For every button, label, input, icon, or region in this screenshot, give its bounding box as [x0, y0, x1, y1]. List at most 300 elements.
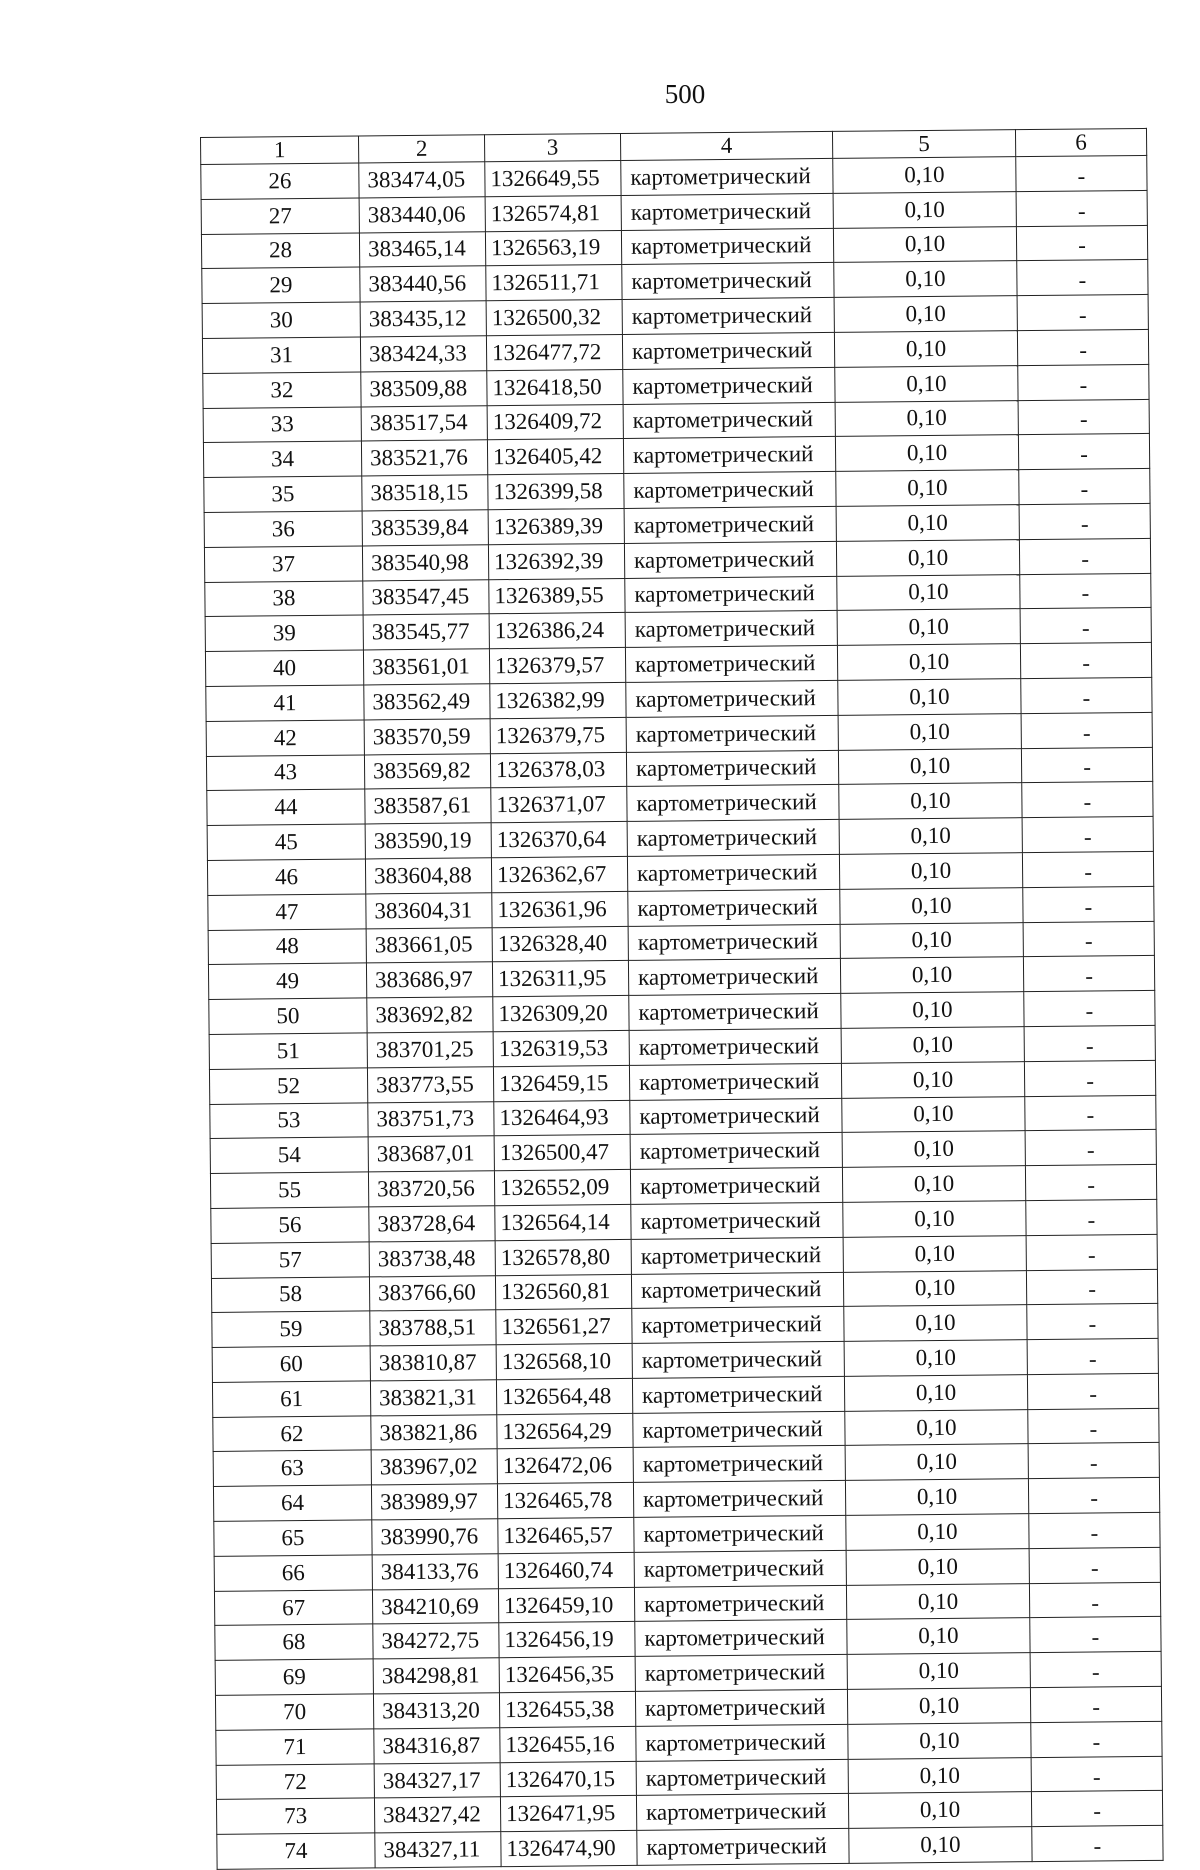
accuracy-cell: 0,10	[844, 1305, 1027, 1342]
method-cell: картометрический	[625, 646, 837, 683]
description-cell: -	[1025, 1164, 1156, 1200]
point-number-cell: 41	[206, 685, 364, 721]
description-cell: -	[1017, 329, 1148, 365]
description-cell: -	[1021, 677, 1152, 713]
point-number-cell: 74	[217, 1833, 375, 1869]
description-cell: -	[1021, 712, 1152, 748]
accuracy-cell: 0,10	[848, 1792, 1031, 1829]
y-coordinate-cell: 1326563,19	[485, 230, 621, 266]
x-coordinate-cell: 383545,77	[363, 614, 489, 650]
x-coordinate-cell: 384316,87	[374, 1728, 500, 1764]
column-header-6: 6	[1015, 128, 1146, 156]
method-cell: картометрический	[625, 611, 837, 648]
y-coordinate-cell: 1326459,15	[493, 1065, 629, 1101]
y-coordinate-cell: 1326564,48	[496, 1378, 632, 1414]
accuracy-cell: 0,10	[838, 748, 1021, 785]
accuracy-cell: 0,10	[839, 783, 1022, 820]
method-cell: картометрический	[632, 1341, 844, 1378]
point-number-cell: 43	[206, 754, 364, 790]
point-number-cell: 65	[214, 1520, 372, 1556]
method-cell: картометрический	[633, 1481, 845, 1518]
method-cell: картометрический	[633, 1411, 845, 1448]
method-cell: картометрический	[630, 1098, 842, 1135]
method-cell: картометрический	[621, 228, 833, 265]
method-cell: картометрический	[628, 924, 840, 961]
accuracy-cell: 0,10	[841, 992, 1024, 1029]
point-number-cell: 55	[210, 1172, 368, 1208]
method-cell: картометрический	[636, 1794, 848, 1831]
y-coordinate-cell: 1326574,81	[485, 195, 621, 231]
y-coordinate-cell: 1326361,96	[492, 891, 628, 927]
x-coordinate-cell: 383821,31	[370, 1380, 496, 1416]
description-cell: -	[1023, 921, 1154, 957]
x-coordinate-cell: 383773,55	[367, 1066, 493, 1102]
y-coordinate-cell: 1326418,50	[487, 369, 623, 405]
x-coordinate-cell: 383562,49	[364, 684, 490, 720]
accuracy-cell: 0,10	[840, 922, 1023, 959]
point-number-cell: 28	[201, 233, 359, 269]
description-cell: -	[1016, 190, 1147, 226]
point-number-cell: 64	[213, 1485, 371, 1521]
y-coordinate-cell: 1326455,16	[500, 1726, 636, 1762]
point-number-cell: 34	[203, 441, 361, 477]
y-coordinate-cell: 1326552,09	[494, 1170, 630, 1206]
x-coordinate-cell: 383440,06	[359, 197, 485, 233]
point-number-cell: 52	[209, 1068, 367, 1104]
accuracy-cell: 0,10	[842, 1096, 1025, 1133]
description-cell: -	[1029, 1582, 1160, 1618]
y-coordinate-cell: 1326474,90	[501, 1831, 637, 1867]
point-number-cell: 29	[202, 267, 360, 303]
description-cell: -	[1026, 1199, 1157, 1235]
method-cell: картометрический	[635, 1620, 847, 1657]
accuracy-cell: 0,10	[834, 261, 1017, 298]
method-cell: картометрический	[636, 1759, 848, 1796]
accuracy-cell: 0,10	[837, 609, 1020, 646]
table-body	[201, 155, 1163, 1869]
point-number-cell: 51	[209, 1033, 367, 1069]
x-coordinate-cell: 383686,97	[366, 962, 492, 998]
y-coordinate-cell: 1326328,40	[492, 926, 628, 962]
accuracy-cell: 0,10	[845, 1409, 1028, 1446]
method-cell: картометрический	[629, 1028, 841, 1065]
y-coordinate-cell: 1326470,15	[500, 1761, 636, 1797]
accuracy-cell: 0,10	[845, 1479, 1028, 1516]
description-cell: -	[1023, 886, 1154, 922]
accuracy-cell: 0,10	[848, 1722, 1031, 1759]
description-cell: -	[1027, 1373, 1158, 1409]
y-coordinate-cell: 1326477,72	[486, 334, 622, 370]
description-cell: -	[1026, 1269, 1157, 1305]
description-cell: -	[1029, 1512, 1160, 1548]
accuracy-cell: 0,10	[837, 574, 1020, 611]
point-number-cell: 27	[201, 198, 359, 234]
x-coordinate-cell: 383435,12	[360, 301, 486, 337]
x-coordinate-cell: 383604,88	[365, 858, 491, 894]
description-cell: -	[1018, 399, 1149, 435]
point-number-cell: 45	[207, 824, 365, 860]
accuracy-cell: 0,10	[835, 400, 1018, 437]
method-cell: картометрический	[627, 785, 839, 822]
point-number-cell: 26	[201, 163, 359, 199]
y-coordinate-cell: 1326511,71	[486, 265, 622, 301]
description-cell: -	[1031, 1756, 1162, 1792]
point-number-cell: 48	[208, 928, 366, 964]
point-number-cell: 59	[212, 1311, 370, 1347]
accuracy-cell: 0,10	[846, 1583, 1029, 1620]
accuracy-cell: 0,10	[833, 157, 1016, 194]
x-coordinate-cell: 384133,76	[372, 1554, 498, 1590]
y-coordinate-cell: 1326564,14	[495, 1204, 631, 1240]
point-number-cell: 66	[214, 1555, 372, 1591]
accuracy-cell: 0,10	[847, 1618, 1030, 1655]
description-cell: -	[1022, 817, 1153, 853]
point-number-cell: 37	[204, 546, 362, 582]
method-cell: картометрический	[623, 367, 835, 404]
x-coordinate-cell: 383728,64	[369, 1206, 495, 1242]
x-coordinate-cell: 383751,73	[368, 1101, 494, 1137]
description-cell: -	[1024, 1025, 1155, 1061]
y-coordinate-cell: 1326399,58	[488, 474, 624, 510]
description-cell: -	[1032, 1826, 1163, 1862]
x-coordinate-cell: 383465,14	[359, 231, 485, 267]
point-number-cell: 33	[203, 407, 361, 443]
page-number: 500	[664, 79, 706, 109]
y-coordinate-cell: 1326460,74	[498, 1552, 634, 1588]
accuracy-cell: 0,10	[848, 1757, 1031, 1794]
x-coordinate-cell: 383517,54	[361, 405, 487, 441]
point-number-cell: 61	[212, 1381, 370, 1417]
method-cell: картометрический	[633, 1446, 845, 1483]
point-number-cell: 70	[215, 1694, 373, 1730]
method-cell: картометрический	[622, 332, 834, 369]
y-coordinate-cell: 1326465,78	[497, 1483, 633, 1519]
method-cell: картометрический	[622, 263, 834, 300]
description-cell: -	[1031, 1721, 1162, 1757]
accuracy-cell: 0,10	[837, 644, 1020, 681]
y-coordinate-cell: 1326379,75	[490, 717, 626, 753]
accuracy-cell: 0,10	[834, 331, 1017, 368]
method-cell: картометрический	[628, 959, 840, 996]
description-cell: -	[1026, 1234, 1157, 1270]
x-coordinate-cell: 383590,19	[365, 823, 491, 859]
description-cell: -	[1028, 1408, 1159, 1444]
y-coordinate-cell: 1326578,80	[495, 1239, 631, 1275]
x-coordinate-cell: 383788,51	[370, 1310, 496, 1346]
accuracy-cell: 0,10	[843, 1270, 1026, 1307]
method-cell: картометрический	[630, 1167, 842, 1204]
description-cell: -	[1027, 1304, 1158, 1340]
method-cell: картометрический	[634, 1550, 846, 1587]
description-cell: -	[1025, 1130, 1156, 1166]
column-header-4: 4	[620, 131, 832, 160]
x-coordinate-cell: 383661,05	[366, 927, 492, 963]
point-number-cell: 73	[216, 1798, 374, 1834]
method-cell: картометрический	[629, 1063, 841, 1100]
method-cell: картометрический	[631, 1237, 843, 1274]
description-cell: -	[1031, 1791, 1162, 1827]
description-cell: -	[1022, 782, 1153, 818]
accuracy-cell: 0,10	[835, 435, 1018, 472]
method-cell: картометрический	[632, 1307, 844, 1344]
x-coordinate-cell: 383720,56	[368, 1171, 494, 1207]
description-cell: -	[1019, 503, 1150, 539]
description-cell: -	[1018, 364, 1149, 400]
accuracy-cell: 0,10	[833, 226, 1016, 263]
method-cell: картометрический	[626, 680, 838, 717]
y-coordinate-cell: 1326500,32	[486, 300, 622, 336]
description-cell: -	[1023, 956, 1154, 992]
description-cell: -	[1021, 747, 1152, 783]
point-number-cell: 67	[214, 1590, 372, 1626]
description-cell: -	[1018, 434, 1149, 470]
accuracy-cell: 0,10	[845, 1444, 1028, 1481]
accuracy-cell: 0,10	[849, 1827, 1032, 1864]
description-cell: -	[1016, 225, 1147, 261]
point-number-cell: 36	[204, 511, 362, 547]
y-coordinate-cell: 1326560,81	[495, 1274, 631, 1310]
method-cell: картометрический	[631, 1202, 843, 1239]
description-cell: -	[1028, 1443, 1159, 1479]
column-header-3: 3	[484, 133, 620, 161]
description-cell: -	[1024, 990, 1155, 1026]
y-coordinate-cell: 1326409,72	[487, 404, 623, 440]
y-coordinate-cell: 1326464,93	[494, 1100, 630, 1136]
column-header-5: 5	[832, 130, 1015, 159]
point-number-cell: 60	[212, 1346, 370, 1382]
point-number-cell: 30	[202, 302, 360, 338]
y-coordinate-cell: 1326389,39	[488, 508, 624, 544]
point-number-cell: 31	[202, 337, 360, 373]
point-number-cell: 40	[205, 650, 363, 686]
point-number-cell: 63	[213, 1450, 371, 1486]
method-cell: картометрический	[630, 1133, 842, 1170]
description-cell: -	[1020, 573, 1151, 609]
point-number-cell: 50	[209, 998, 367, 1034]
accuracy-cell: 0,10	[844, 1340, 1027, 1377]
method-cell: картометрический	[627, 820, 839, 857]
accuracy-cell: 0,10	[838, 679, 1021, 716]
y-coordinate-cell: 1326456,19	[499, 1622, 635, 1658]
point-number-cell: 72	[216, 1764, 374, 1800]
x-coordinate-cell: 383604,31	[366, 892, 492, 928]
coordinates-table	[200, 128, 1164, 1870]
accuracy-cell: 0,10	[838, 713, 1021, 750]
y-coordinate-cell: 1326382,99	[490, 682, 626, 718]
method-cell: картометрический	[621, 158, 833, 195]
x-coordinate-cell: 384298,81	[373, 1658, 499, 1694]
description-cell: -	[1028, 1478, 1159, 1514]
accuracy-cell: 0,10	[841, 1027, 1024, 1064]
x-coordinate-cell: 383539,84	[362, 510, 488, 546]
method-cell: картометрический	[626, 715, 838, 752]
accuracy-cell: 0,10	[843, 1201, 1026, 1238]
x-coordinate-cell: 383569,82	[364, 753, 490, 789]
description-cell: -	[1020, 608, 1151, 644]
method-cell: картометрический	[628, 889, 840, 926]
y-coordinate-cell: 1326405,42	[487, 439, 623, 475]
y-coordinate-cell: 1326379,57	[489, 648, 625, 684]
accuracy-cell: 0,10	[836, 505, 1019, 542]
x-coordinate-cell: 383424,33	[360, 336, 486, 372]
column-header-1: 1	[201, 136, 359, 165]
x-coordinate-cell: 383547,45	[363, 579, 489, 615]
x-coordinate-cell: 384272,75	[373, 1623, 499, 1659]
y-coordinate-cell: 1326389,55	[489, 578, 625, 614]
method-cell: картометрический	[632, 1376, 844, 1413]
column-header-2: 2	[358, 135, 484, 163]
x-coordinate-cell: 383474,05	[359, 162, 485, 198]
point-number-cell: 44	[207, 789, 365, 825]
description-cell: -	[1022, 851, 1153, 887]
description-cell: -	[1030, 1686, 1161, 1722]
x-coordinate-cell: 383509,88	[361, 371, 487, 407]
y-coordinate-cell: 1326309,20	[493, 996, 629, 1032]
method-cell: картометрический	[624, 472, 836, 509]
x-coordinate-cell: 383821,86	[371, 1414, 497, 1450]
description-cell: -	[1019, 538, 1150, 574]
point-number-cell: 62	[213, 1416, 371, 1452]
x-coordinate-cell: 384327,42	[374, 1797, 500, 1833]
y-coordinate-cell: 1326455,38	[499, 1691, 635, 1727]
method-cell: картометрический	[631, 1272, 843, 1309]
point-number-cell: 49	[208, 963, 366, 999]
method-cell: картометрический	[634, 1585, 846, 1622]
description-cell: -	[1024, 1060, 1155, 1096]
x-coordinate-cell: 383521,76	[361, 440, 487, 476]
y-coordinate-cell: 1326465,57	[498, 1517, 634, 1553]
y-coordinate-cell: 1326371,07	[491, 787, 627, 823]
point-number-cell: 58	[211, 1276, 369, 1312]
description-cell: -	[1017, 295, 1148, 331]
method-cell: картометрический	[625, 576, 837, 613]
point-number-cell: 53	[210, 1102, 368, 1138]
y-coordinate-cell: 1326561,27	[496, 1309, 632, 1345]
description-cell: -	[1027, 1338, 1158, 1374]
accuracy-cell: 0,10	[840, 887, 1023, 924]
accuracy-cell: 0,10	[842, 1166, 1025, 1203]
point-number-cell: 39	[205, 615, 363, 651]
accuracy-cell: 0,10	[839, 818, 1022, 855]
accuracy-cell: 0,10	[836, 470, 1019, 507]
point-number-cell: 42	[206, 720, 364, 756]
accuracy-cell: 0,10	[847, 1688, 1030, 1725]
accuracy-cell: 0,10	[840, 957, 1023, 994]
y-coordinate-cell: 1326472,06	[497, 1448, 633, 1484]
y-coordinate-cell: 1326471,95	[500, 1796, 636, 1832]
x-coordinate-cell: 383990,76	[372, 1519, 498, 1555]
method-cell: картометрический	[635, 1655, 847, 1692]
y-coordinate-cell: 1326311,95	[492, 961, 628, 997]
description-cell: -	[1019, 469, 1150, 505]
method-cell: картометрический	[623, 402, 835, 439]
x-coordinate-cell: 383810,87	[370, 1345, 496, 1381]
x-coordinate-cell: 383518,15	[362, 475, 488, 511]
y-coordinate-cell: 1326392,39	[488, 543, 624, 579]
method-cell: картометрический	[621, 193, 833, 230]
x-coordinate-cell: 383766,60	[369, 1275, 495, 1311]
description-cell: -	[1016, 155, 1147, 191]
description-cell: -	[1030, 1652, 1161, 1688]
method-cell: картометрический	[626, 750, 838, 787]
accuracy-cell: 0,10	[846, 1514, 1029, 1551]
accuracy-cell: 0,10	[846, 1548, 1029, 1585]
y-coordinate-cell: 1326378,03	[490, 752, 626, 788]
x-coordinate-cell: 384327,11	[375, 1832, 501, 1868]
x-coordinate-cell: 383989,97	[371, 1484, 497, 1520]
accuracy-cell: 0,10	[833, 191, 1016, 228]
y-coordinate-cell: 1326386,24	[489, 613, 625, 649]
method-cell: картометрический	[622, 298, 834, 335]
method-cell: картометрический	[634, 1515, 846, 1552]
y-coordinate-cell: 1326362,67	[491, 856, 627, 892]
y-coordinate-cell: 1326459,10	[498, 1587, 634, 1623]
y-coordinate-cell: 1326649,55	[485, 160, 621, 196]
method-cell: картометрический	[629, 994, 841, 1031]
x-coordinate-cell: 383687,01	[368, 1136, 494, 1172]
point-number-cell: 54	[210, 1137, 368, 1173]
x-coordinate-cell: 383692,82	[367, 997, 493, 1033]
x-coordinate-cell: 383738,48	[369, 1240, 495, 1276]
x-coordinate-cell: 384210,69	[372, 1588, 498, 1624]
point-number-cell: 32	[203, 372, 361, 408]
method-cell: картометрический	[624, 506, 836, 543]
y-coordinate-cell: 1326568,10	[496, 1344, 632, 1380]
point-number-cell: 68	[215, 1624, 373, 1660]
method-cell: картометрический	[627, 854, 839, 891]
description-cell: -	[1029, 1547, 1160, 1583]
description-cell: -	[1030, 1617, 1161, 1653]
x-coordinate-cell: 384327,17	[374, 1762, 500, 1798]
description-cell: -	[1025, 1095, 1156, 1131]
y-coordinate-cell: 1326456,35	[499, 1657, 635, 1693]
y-coordinate-cell: 1326319,53	[493, 1030, 629, 1066]
x-coordinate-cell: 383440,56	[360, 266, 486, 302]
accuracy-cell: 0,10	[844, 1375, 1027, 1412]
method-cell: картометрический	[624, 541, 836, 578]
y-coordinate-cell: 1326500,47	[494, 1135, 630, 1171]
x-coordinate-cell: 383561,01	[363, 649, 489, 685]
method-cell: картометрический	[636, 1724, 848, 1761]
accuracy-cell: 0,10	[842, 1131, 1025, 1168]
accuracy-cell: 0,10	[834, 296, 1017, 333]
method-cell: картометрический	[637, 1829, 849, 1866]
accuracy-cell: 0,10	[835, 365, 1018, 402]
x-coordinate-cell: 383570,59	[364, 718, 490, 754]
x-coordinate-cell: 384313,20	[373, 1693, 499, 1729]
description-cell: -	[1020, 643, 1151, 679]
x-coordinate-cell: 383967,02	[371, 1449, 497, 1485]
accuracy-cell: 0,10	[841, 1061, 1024, 1098]
point-number-cell: 57	[211, 1242, 369, 1278]
x-coordinate-cell: 383587,61	[365, 788, 491, 824]
accuracy-cell: 0,10	[836, 539, 1019, 576]
method-cell: картометрический	[635, 1689, 847, 1726]
x-coordinate-cell: 383540,98	[362, 545, 488, 581]
point-number-cell: 38	[205, 581, 363, 617]
method-cell: картометрический	[623, 437, 835, 474]
x-coordinate-cell: 383701,25	[367, 1032, 493, 1068]
point-number-cell: 69	[215, 1659, 373, 1695]
point-number-cell: 56	[211, 1207, 369, 1243]
y-coordinate-cell: 1326564,29	[497, 1413, 633, 1449]
accuracy-cell: 0,10	[843, 1235, 1026, 1272]
point-number-cell: 35	[204, 476, 362, 512]
point-number-cell: 46	[207, 859, 365, 895]
point-number-cell: 47	[208, 894, 366, 930]
point-number-cell: 71	[216, 1729, 374, 1765]
y-coordinate-cell: 1326370,64	[491, 822, 627, 858]
